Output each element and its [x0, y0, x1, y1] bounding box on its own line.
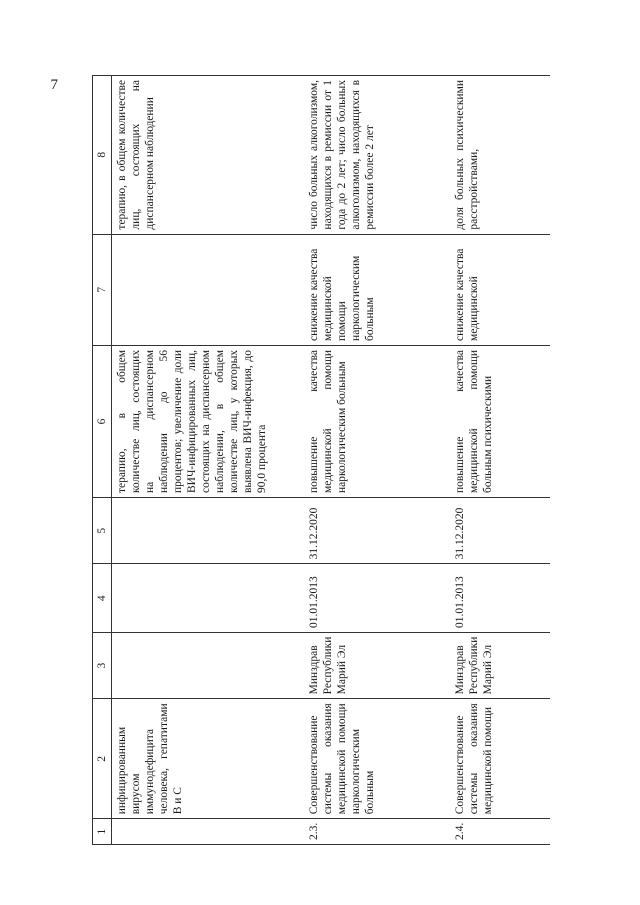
non-implementation-consequence: [112, 234, 305, 345]
header-col-1: 1: [93, 819, 112, 845]
expected-result: повышение качества медицинской помощи больным психическими: [450, 345, 550, 497]
end-date: 31.12.2020: [450, 498, 550, 564]
non-implementation-consequence: снижение качества медицинской: [450, 234, 550, 345]
start-date: 01.01.2013: [304, 564, 450, 633]
header-col-8: 8: [93, 76, 112, 235]
non-implementation-consequence: снижение качества медицинской помощи наркологическим больным: [304, 234, 450, 345]
expected-result: повышение качества медицинской помощи наркологическим больным: [304, 345, 450, 497]
header-col-4: 4: [93, 564, 112, 633]
table-row: [304, 76, 450, 845]
expected-result: терапию, в общем количестве лиц, состоящих на диспансерном наблюдении до 56 процентов; увеличение доли ВИЧ-инфицированных лиц, состоящих на диспансерном наблюдении, в общем количестве лиц, у которых выявлена ВИЧ-инфекция, до 90,0 процента: [112, 345, 305, 497]
end-date: 31.12.2020: [304, 498, 450, 564]
header-col-3: 3: [93, 632, 112, 698]
executor: Минздрав Республики Марий Эл: [450, 632, 550, 698]
linked-indicator: доля больных психическими расстройствами,: [450, 76, 550, 235]
activity-name: Совершенствование системы оказания медицинской помощи наркологическим больным: [304, 699, 450, 819]
header-col-7: 7: [93, 234, 112, 345]
end-date: [112, 498, 305, 564]
row-number: 2.3.: [304, 819, 450, 845]
start-date: [112, 564, 305, 633]
activity-name: Совершенствование системы оказания медицинской помощи: [450, 699, 550, 819]
row-number: [112, 819, 305, 845]
executor: Минздрав Республики Марий Эл: [304, 632, 450, 698]
start-date: 01.01.2013: [450, 564, 550, 633]
table-header-row: [93, 76, 112, 845]
page-number: 7: [50, 77, 58, 93]
table-row: [112, 76, 305, 845]
header-col-6: 6: [93, 345, 112, 497]
header-col-5: 5: [93, 498, 112, 564]
table-row: [450, 76, 550, 845]
rotated-table-wrapper: [92, 75, 542, 845]
linked-indicator: число больных алкоголизмом, находящихся в ремиссии от 1 года до 2 лет; число больных алкоголизмом, находящихся в ремиссии более 2 лет: [304, 76, 450, 235]
linked-indicator: терапию, в общем количестве лиц, состоящих на диспансерном наблюдении: [112, 76, 305, 235]
program-activities-table: [92, 75, 550, 845]
header-col-2: 2: [93, 699, 112, 819]
activity-name: инфицированным вирусом иммунодефицита человека, гепатитами В и С: [112, 699, 305, 819]
executor: [112, 632, 305, 698]
row-number: 2.4.: [450, 819, 550, 845]
